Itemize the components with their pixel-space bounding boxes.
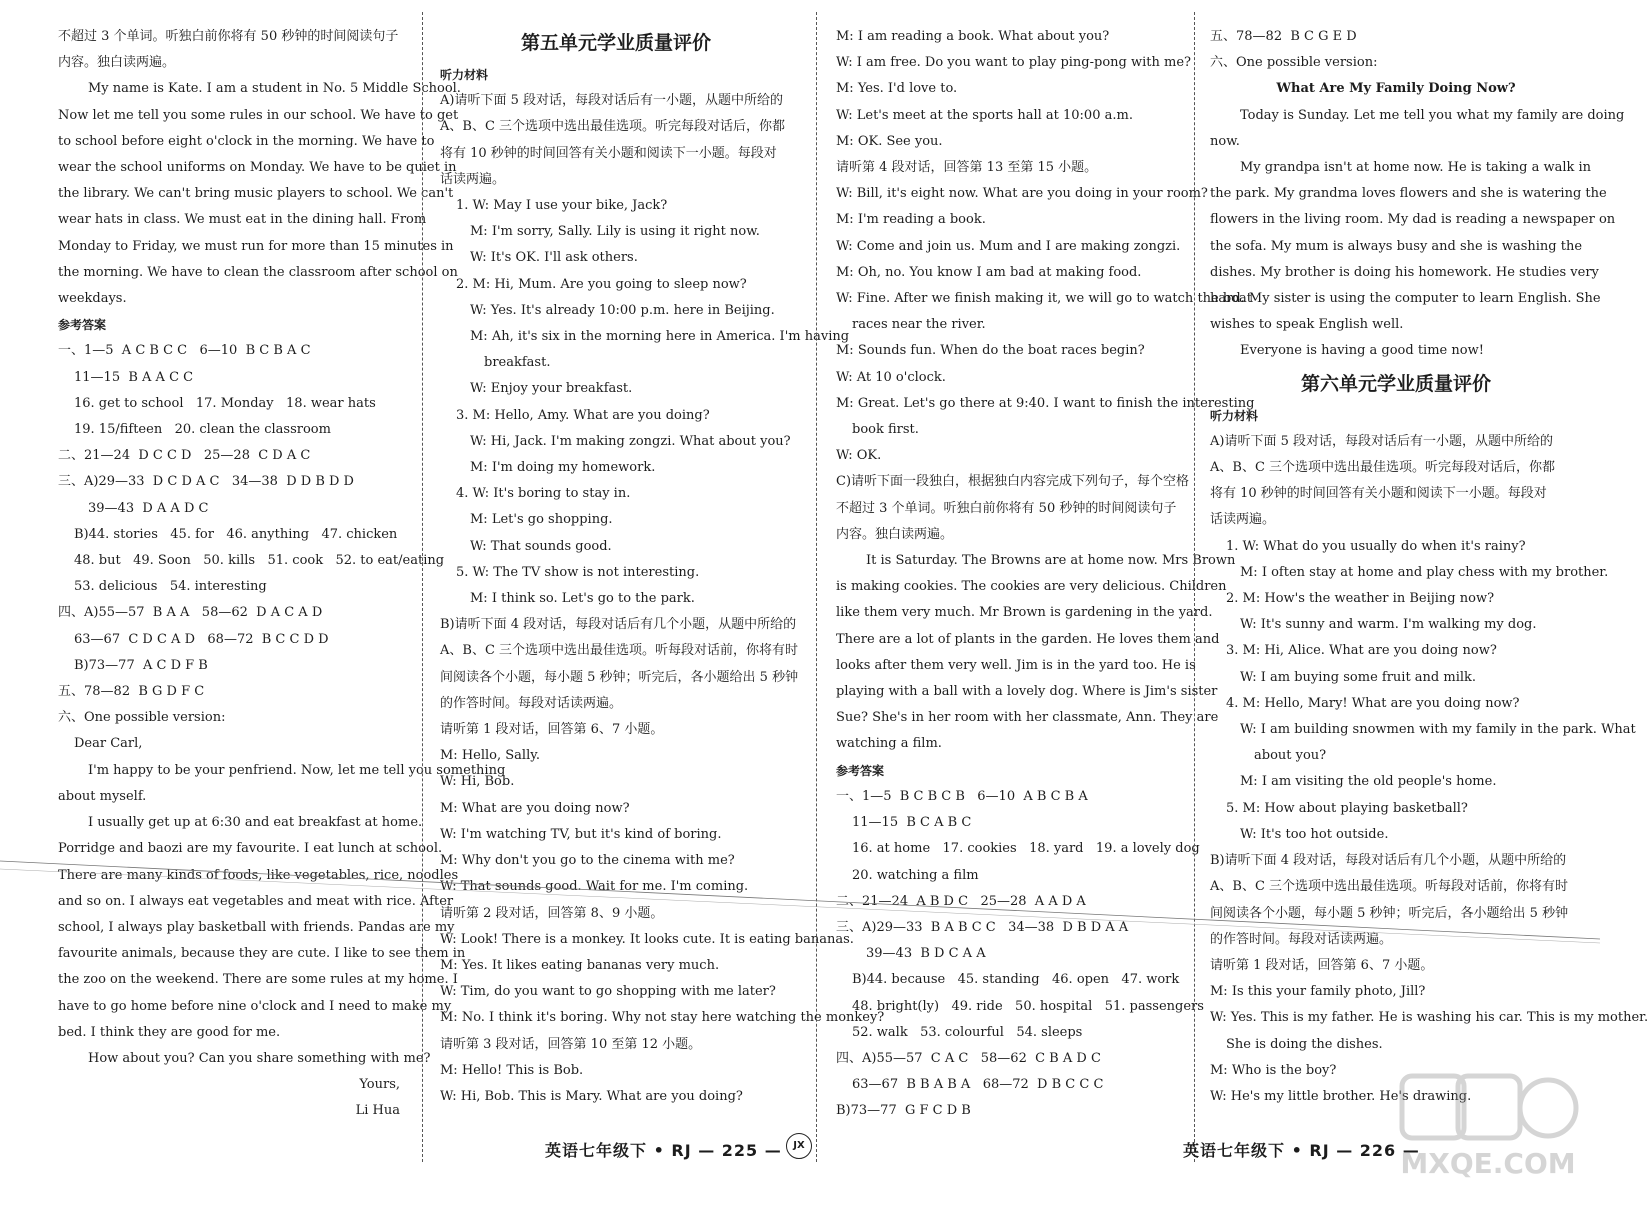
text-line: 2. M: Hi, Mum. Are you going to sleep now?	[456, 276, 747, 292]
text-line: favourite animals, because they are cute. I like to see them in	[58, 946, 466, 962]
section-subheading: 参考答案	[58, 318, 107, 333]
column-divider	[422, 12, 423, 1162]
text-line: 4. M: Hello, Mary! What are you doing now?	[1226, 695, 1520, 711]
text-line: M: Ah, it's six in the morning here in America. I'm having	[470, 329, 850, 345]
section-subheading: 听力材料	[1210, 408, 1259, 423]
text-line: W: Let's meet at the sports hall at 10:00 a.m.	[836, 107, 1133, 123]
text-line: Yours,	[359, 1077, 400, 1093]
text-line: W: Fine. After we finish making it, we will go to watch the boat	[836, 291, 1252, 307]
text-line: W: Bill, it's eight now. What are you doing in your room?	[836, 186, 1208, 202]
text-line: 3. M: Hi, Alice. What are you doing now?	[1226, 643, 1497, 659]
text-line: A)请听下面 5 段对话，每段对话后有一小题，从题中所给的	[440, 93, 783, 109]
text-line: M: Is this your family photo, Jill?	[1210, 984, 1426, 1000]
text-line: to school before eight o'clock in the morning. We have to	[58, 133, 435, 149]
text-line: M: Hello! This is Bob.	[440, 1062, 584, 1078]
text-line: M: What are you doing now?	[440, 800, 630, 816]
text-line: the morning. We have to clean the classroom after school on	[58, 264, 458, 280]
text-line: the park. My grandma loves flowers and she is watering the	[1210, 186, 1607, 202]
text-line: 内容。独白读两遍。	[836, 526, 954, 542]
text-line: 将有 10 秒钟的时间回答有关小题和阅读下一小题。每段对	[440, 145, 777, 161]
text-line: A)请听下面 5 段对话，每段对话后有一小题，从题中所给的	[1210, 433, 1553, 449]
text-line: book first.	[852, 422, 919, 438]
text-line: 话读两遍。	[1210, 512, 1276, 528]
text-line: M: Let's go shopping.	[470, 512, 613, 528]
text-line: A、B、C 三个选项中选出最佳选项。听完每段对话后，你都	[440, 119, 786, 135]
jx-badge: JX	[786, 1133, 812, 1159]
column-4	[1210, 24, 1648, 1110]
column-divider	[816, 12, 817, 1162]
text-line: about you?	[1254, 748, 1327, 764]
text-line: 间阅读各个小题，每小题 5 秒钟；听完后，各小题给出 5 秒钟	[1210, 905, 1569, 921]
text-line: 三、A)29—33 B A B C C 34—38 D B D A A	[836, 919, 1129, 935]
text-line: 二、21—24 D C C D 25—28 C D A C	[58, 448, 311, 464]
text-line: 3. M: Hello, Amy. What are you doing?	[456, 407, 710, 423]
section-title: 第五单元学业质量评价	[520, 32, 711, 54]
text-line: M: Yes. I'd love to.	[836, 81, 958, 97]
text-line: I'm happy to be your penfriend. Now, let me tell you something	[88, 762, 506, 778]
text-line: It is Saturday. The Browns are at home now. Mrs Brown	[866, 553, 1236, 569]
text-line: 63—67 C D C A D 68—72 B C C D D	[74, 631, 329, 647]
text-line: Porridge and baozi are my favourite. I eat lunch at school.	[58, 841, 443, 857]
text-line: wear the school uniforms on Monday. We have to be quiet in	[58, 160, 457, 176]
text-line: M: OK. See you.	[836, 133, 943, 149]
text-line: 4. W: It's boring to stay in.	[456, 486, 631, 502]
text-line: 内容。独白读两遍。	[58, 55, 176, 71]
text-line: A、B、C 三个选项中选出最佳选项。听每段对话前，你将有时	[440, 643, 799, 659]
page-footer-left: 英语七年级下 • RJ — 225 —	[545, 1141, 782, 1160]
text-line: W: I'm watching TV, but it's kind of boring.	[440, 826, 722, 842]
text-line: A、B、C 三个选项中选出最佳选项。听每段对话前，你将有时	[1210, 879, 1569, 895]
text-line: 请听第 3 段对话，回答第 10 至第 12 小题。	[440, 1036, 702, 1052]
text-line: W: He's my little brother. He's drawing.	[1210, 1088, 1472, 1104]
text-line: 一、1—5 A C B C C 6—10 B C B A C	[58, 343, 311, 359]
text-line: B)请听下面 4 段对话，每段对话后有几个小题，从题中所给的	[1210, 853, 1567, 869]
text-line: Li Hua	[355, 1103, 400, 1119]
text-line: 的作答时间。每段对话读两遍。	[1210, 931, 1393, 947]
text-line: W: Hi, Bob.	[440, 774, 515, 790]
text-line: 48. bright(ly) 49. ride 50. hospital 51. passengers	[852, 998, 1204, 1014]
text-line: have to go home before nine o'clock and I need to make my	[58, 998, 452, 1014]
text-line: 48. but 49. Soon 50. kills 51. cook 52. to eat/eating	[74, 553, 445, 569]
text-line: M: I often stay at home and play chess with my brother.	[1240, 564, 1609, 580]
text-line: school, I always play basketball with friends. Pandas are my	[58, 919, 455, 935]
text-line: Sue? She's in her room with her classmate, Ann. They are	[836, 710, 1219, 726]
text-line: My grandpa isn't at home now. He is taking a walk in	[1240, 160, 1592, 176]
text-line: 不超过 3 个单词。听独白前你将有 50 秒钟的时间阅读句子	[58, 29, 399, 44]
text-line: 间阅读各个小题，每小题 5 秒钟；听完后，各小题给出 5 秒钟	[440, 669, 799, 685]
text-line: W: It's sunny and warm. I'm walking my dog.	[1240, 617, 1537, 633]
text-line: W: I am free. Do you want to play ping-pong with me?	[836, 55, 1191, 71]
text-line: How about you? Can you share something with me?	[88, 1050, 431, 1066]
text-line: W: Hi, Jack. I'm making zongzi. What about you?	[470, 433, 791, 449]
text-line: 请听第 2 段对话，回答第 8、9 小题。	[440, 905, 664, 921]
text-line: 39—43 B D C A A	[866, 946, 986, 962]
text-line: is making cookies. The cookies are very delicious. Children	[836, 579, 1227, 595]
text-line: B)73—77 A C D F B	[74, 657, 208, 673]
text-line: B)44. stories 45. for 46. anything 47. chicken	[74, 526, 398, 542]
section-title: 第六单元学业质量评价	[1300, 372, 1491, 395]
text-line: Now let me tell you some rules in our school. We have to get	[58, 107, 459, 123]
text-line: breakfast.	[484, 355, 551, 371]
text-line: 5. W: The TV show is not interesting.	[456, 564, 700, 580]
text-line: the zoo on the weekend. There are some rules at my home. I	[58, 972, 458, 988]
text-line: W: Yes. It's already 10:00 p.m. here in Beijing.	[470, 302, 775, 318]
text-line: B)73—77 G F C D B	[836, 1103, 971, 1119]
text-line: 请听第 1 段对话，回答第 6、7 小题。	[1210, 957, 1434, 973]
text-line: 2. M: How's the weather in Beijing now?	[1226, 591, 1495, 607]
text-line: M: I'm reading a book.	[836, 212, 986, 228]
text-line: Monday to Friday, we must run for more than 15 minutes in	[58, 238, 454, 254]
text-line: 二、21—24 A B D C 25—28 A A D A	[836, 893, 1086, 909]
text-line: Everyone is having a good time now!	[1240, 343, 1484, 359]
text-line: 一、1—5 B C B C B 6—10 A B C B A	[836, 788, 1088, 804]
text-line: 16. at home 17. cookies 18. yard 19. a lovely dog	[852, 841, 1200, 857]
text-line: 四、A)55—57 C A C 58—62 C B A D C	[836, 1050, 1101, 1066]
text-line: W: Hi, Bob. This is Mary. What are you doing?	[440, 1088, 743, 1104]
text-line: M: Sounds fun. When do the boat races begin?	[836, 343, 1145, 359]
text-line: the library. We can't bring music players to school. We can't	[58, 186, 454, 202]
text-line: B)44. because 45. standing 46. open 47. work	[852, 972, 1180, 988]
text-line: W: Come and join us. Mum and I are making zongzi.	[836, 238, 1181, 254]
text-line: 六、One possible version:	[58, 710, 226, 726]
text-line: 39—43 D A A D C	[88, 500, 209, 516]
text-line: Dear Carl,	[74, 736, 143, 752]
text-line: M: Who is the boy?	[1210, 1062, 1337, 1078]
text-line: 19. 15/fifteen 20. clean the classroom	[74, 422, 331, 438]
text-line: M: Great. Let's go there at 9:40. I want to finish the interesting	[836, 395, 1255, 411]
text-line: playing with a ball with a lovely dog. Where is Jim's sister	[836, 684, 1218, 700]
text-line: flowers in the living room. My dad is reading a newspaper on	[1210, 212, 1616, 228]
text-line: 请听第 4 段对话，回答第 13 至第 15 小题。	[836, 160, 1098, 176]
text-line: watching a film.	[836, 736, 942, 752]
text-line: W: OK.	[836, 448, 882, 464]
text-line: 11—15 B C A B C	[852, 815, 972, 831]
text-line: I usually get up at 6:30 and eat breakfast at home.	[88, 815, 423, 831]
answer-site-logo-icon	[1398, 1068, 1578, 1188]
text-line: B)请听下面 4 段对话，每段对话后有几个小题，从题中所给的	[440, 617, 797, 633]
text-line: W: It's too hot outside.	[1240, 826, 1389, 842]
text-line: M: Hello, Sally.	[440, 748, 540, 764]
text-line: 话读两遍。	[440, 171, 506, 187]
text-line: about myself.	[58, 788, 147, 804]
text-line: W: That sounds good.	[470, 538, 612, 554]
text-line: 的作答时间。每段对话读两遍。	[440, 695, 623, 711]
text-line: wishes to speak English well.	[1210, 317, 1404, 333]
text-line: looks after them very well. Jim is in the yard too. He is	[836, 657, 1196, 673]
text-line: M: Why don't you go to the cinema with me?	[440, 853, 735, 869]
text-line: W: Tim, do you want to go shopping with me later?	[440, 984, 776, 1000]
text-line: What Are My Family Doing Now?	[1276, 81, 1516, 97]
section-subheading: 听力材料	[440, 68, 489, 82]
text-line: M: I'm doing my homework.	[470, 460, 656, 476]
text-line: W: Yes. This is my father. He is washing his car. This is my mother.	[1210, 1010, 1648, 1026]
text-line: dishes. My brother is doing his homework. He studies very	[1210, 264, 1599, 280]
text-line: 1. W: What do you usually do when it's rainy?	[1226, 538, 1526, 554]
text-line: 20. watching a film	[852, 867, 979, 883]
text-line: M: I think so. Let's go to the park.	[470, 591, 695, 607]
text-line: W: I am building snowmen with my family in the park. What	[1240, 722, 1636, 738]
text-line: M: I am visiting the old people's home.	[1240, 774, 1497, 790]
text-line: 四、A)55—57 B A A 58—62 D A C A D	[58, 605, 323, 621]
text-line: There are a lot of plants in the garden. He loves them and	[836, 631, 1220, 647]
text-line: M: Oh, no. You know I am bad at making food.	[836, 264, 1142, 280]
text-line: M: No. I think it's boring. Why not stay here watching the monkey?	[440, 1010, 885, 1026]
text-line: 五、78—82 B G D F C	[58, 684, 205, 700]
text-line: M: I am reading a book. What about you?	[836, 29, 1110, 44]
text-line: She is doing the dishes.	[1226, 1036, 1383, 1052]
text-line: 53. delicious 54. interesting	[74, 579, 267, 595]
text-line: W: At 10 o'clock.	[836, 369, 946, 385]
text-line: W: I am buying some fruit and milk.	[1240, 669, 1477, 685]
text-line: races near the river.	[852, 317, 986, 333]
text-line: 不超过 3 个单词。听独白前你将有 50 秒钟的时间阅读句子	[836, 500, 1177, 516]
text-line: C)请听下面一段独白，根据独白内容完成下列句子，每个空格	[836, 474, 1190, 490]
text-line: W: It's OK. I'll ask others.	[470, 250, 638, 266]
text-line: M: Yes. It likes eating bananas very much.	[440, 957, 720, 973]
text-line: Today is Sunday. Let me tell you what my family are doing	[1240, 107, 1625, 123]
text-line: 63—67 B B A B A 68—72 D B C C C	[852, 1077, 1104, 1093]
text-line: W: Enjoy your breakfast.	[470, 381, 633, 397]
text-line: My name is Kate. I am a student in No. 5 Middle School.	[88, 81, 461, 97]
text-line: hard. My sister is using the computer to learn English. She	[1210, 291, 1601, 307]
text-line: M: I'm sorry, Sally. Lily is using it right now.	[470, 224, 760, 240]
column-divider	[1194, 12, 1195, 1162]
text-line: W: Look! There is a monkey. It looks cute. It is eating bananas.	[440, 931, 854, 947]
section-subheading: 参考答案	[836, 763, 885, 778]
text-line: the sofa. My mum is always busy and she is washing the	[1210, 238, 1583, 254]
text-line: 1. W: May I use your bike, Jack?	[456, 198, 668, 214]
text-line: A、B、C 三个选项中选出最佳选项。听完每段对话后，你都	[1210, 460, 1556, 476]
text-line: 六、One possible version:	[1210, 55, 1378, 71]
text-line: weekdays.	[58, 291, 127, 307]
text-line: 11—15 B A A C C	[74, 369, 194, 385]
text-line: now.	[1210, 133, 1240, 149]
text-line: There are many kinds of foods, like vegetables, rice, noodles	[58, 867, 459, 883]
text-line: 五、78—82 B C G E D	[1210, 29, 1357, 44]
text-line: 三、A)29—33 D C D A C 34—38 D D B D D	[58, 474, 354, 490]
text-line: wear hats in class. We must eat in the dining hall. From	[58, 212, 427, 228]
text-line: W: That sounds good. Wait for me. I'm coming.	[440, 879, 749, 895]
text-line: like them very much. Mr Brown is gardening in the yard.	[836, 605, 1213, 621]
svg-text:MXQE.COM: MXQE.COM	[1400, 1147, 1576, 1180]
text-line: 52. walk 53. colourful 54. sleeps	[852, 1024, 1083, 1040]
text-line: 请听第 1 段对话，回答第 6、7 小题。	[440, 722, 664, 738]
text-line: and so on. I always eat vegetables and meat with rice. After	[58, 893, 454, 909]
page-footer-right: 英语七年级下 • RJ — 226 —	[1183, 1141, 1420, 1160]
text-line: bed. I think they are good for me.	[58, 1024, 281, 1040]
text-line: 5. M: How about playing basketball?	[1226, 800, 1468, 816]
text-line: 将有 10 秒钟的时间回答有关小题和阅读下一小题。每段对	[1210, 486, 1547, 502]
text-line: 16. get to school 17. Monday 18. wear hats	[74, 395, 376, 411]
